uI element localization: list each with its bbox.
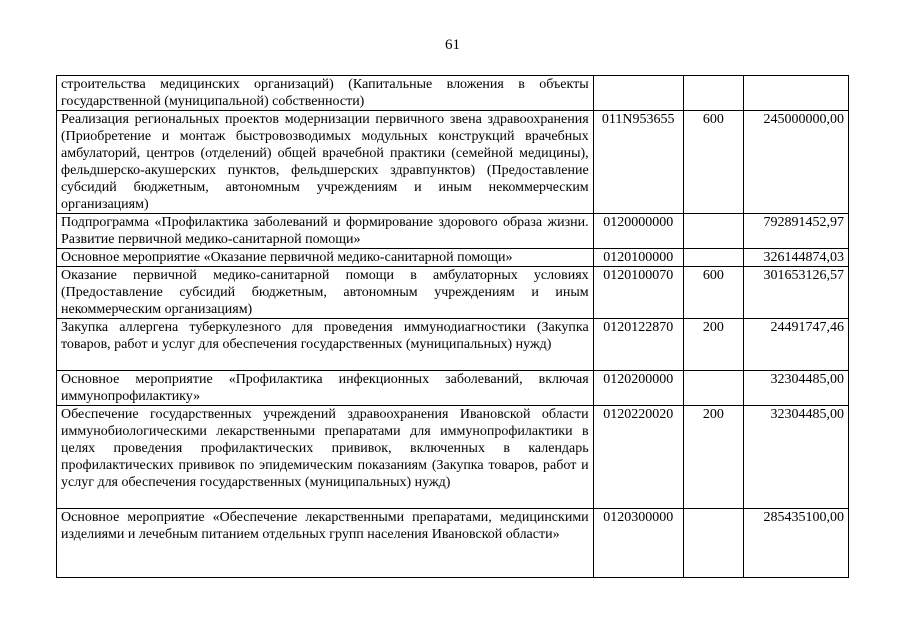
row-target-code: 011N953655 [593, 111, 683, 214]
table-row [57, 214, 849, 249]
table-row [57, 509, 849, 578]
table-row [57, 111, 849, 214]
row-description: Реализация региональных проектов модернизации первичного звена здравоохранения (Приобретение и монтаж быстровозводимых модульных конструкций врачебных амбулаторий, центров (отделений) общей врачебной практики (семейной медицины), фельдшерско-акушерских пунктов, фельдшерских здравпунктов) (Предоставление субсидий бюджетным, автономным учреждениям и иным некоммерческим организациям) [57, 111, 594, 214]
row-description: Основное мероприятие «Обеспечение лекарственными препаратами, медицинскими изделиями и лечебным питанием отдельных групп населения Ивановской области» [57, 509, 594, 578]
row-description: Основное мероприятие «Оказание первичной медико-санитарной помощи» [57, 249, 594, 267]
table-row [57, 406, 849, 509]
row-expense-type [683, 76, 743, 111]
budget-table [56, 75, 849, 578]
row-expense-type [683, 371, 743, 406]
row-expense-type: 200 [683, 319, 743, 371]
table-row [57, 319, 849, 371]
page-number: 61 [445, 37, 460, 53]
row-expense-type: 200 [683, 406, 743, 509]
row-amount [743, 76, 848, 111]
row-amount: 24491747,46 [743, 319, 848, 371]
row-expense-type [683, 509, 743, 578]
table-row [57, 267, 849, 319]
row-expense-type [683, 249, 743, 267]
row-description: Обеспечение государственных учреждений здравоохранения Ивановской области иммунобиологическими лекарственными препаратами для иммунопрофилактики в целях проведения профилактических прививок, включенных в календарь профилактических прививок по эпидемическим показаниям (Закупка товаров, работ и услуг для обеспечения государственных (муниципальных) нужд) [57, 406, 594, 509]
row-amount: 326144874,03 [743, 249, 848, 267]
row-target-code: 0120122870 [593, 319, 683, 371]
row-target-code [593, 76, 683, 111]
row-description: Закупка аллергена туберкулезного для проведения иммунодиагностики (Закупка товаров, работ и услуг для обеспечения государственных (муниципальных) нужд) [57, 319, 594, 371]
row-description: строительства медицинских организаций) (Капитальные вложения в объекты государственной (муниципальной) собственности) [57, 76, 594, 111]
table-row [57, 76, 849, 111]
row-target-code: 0120000000 [593, 214, 683, 249]
row-amount: 301653126,57 [743, 267, 848, 319]
row-description: Основное мероприятие «Профилактика инфекционных заболеваний, включая иммунопрофилактику» [57, 371, 594, 406]
row-amount: 285435100,00 [743, 509, 848, 578]
table-row [57, 249, 849, 267]
row-expense-type [683, 214, 743, 249]
row-amount: 32304485,00 [743, 371, 848, 406]
row-target-code: 0120300000 [593, 509, 683, 578]
row-target-code: 0120200000 [593, 371, 683, 406]
row-expense-type: 600 [683, 267, 743, 319]
row-target-code: 0120220020 [593, 406, 683, 509]
row-description: Подпрограмма «Профилактика заболеваний и формирование здорового образа жизни. Развитие первичной медико-санитарной помощи» [57, 214, 594, 249]
row-expense-type: 600 [683, 111, 743, 214]
row-target-code: 0120100000 [593, 249, 683, 267]
row-target-code: 0120100070 [593, 267, 683, 319]
row-amount: 245000000,00 [743, 111, 848, 214]
row-amount: 792891452,97 [743, 214, 848, 249]
row-description: Оказание первичной медико-санитарной помощи в амбулаторных условиях (Предоставление субсидий бюджетным, автономным учреждениям и иным некоммерческим организациям) [57, 267, 594, 319]
table-row [57, 371, 849, 406]
row-amount: 32304485,00 [743, 406, 848, 509]
